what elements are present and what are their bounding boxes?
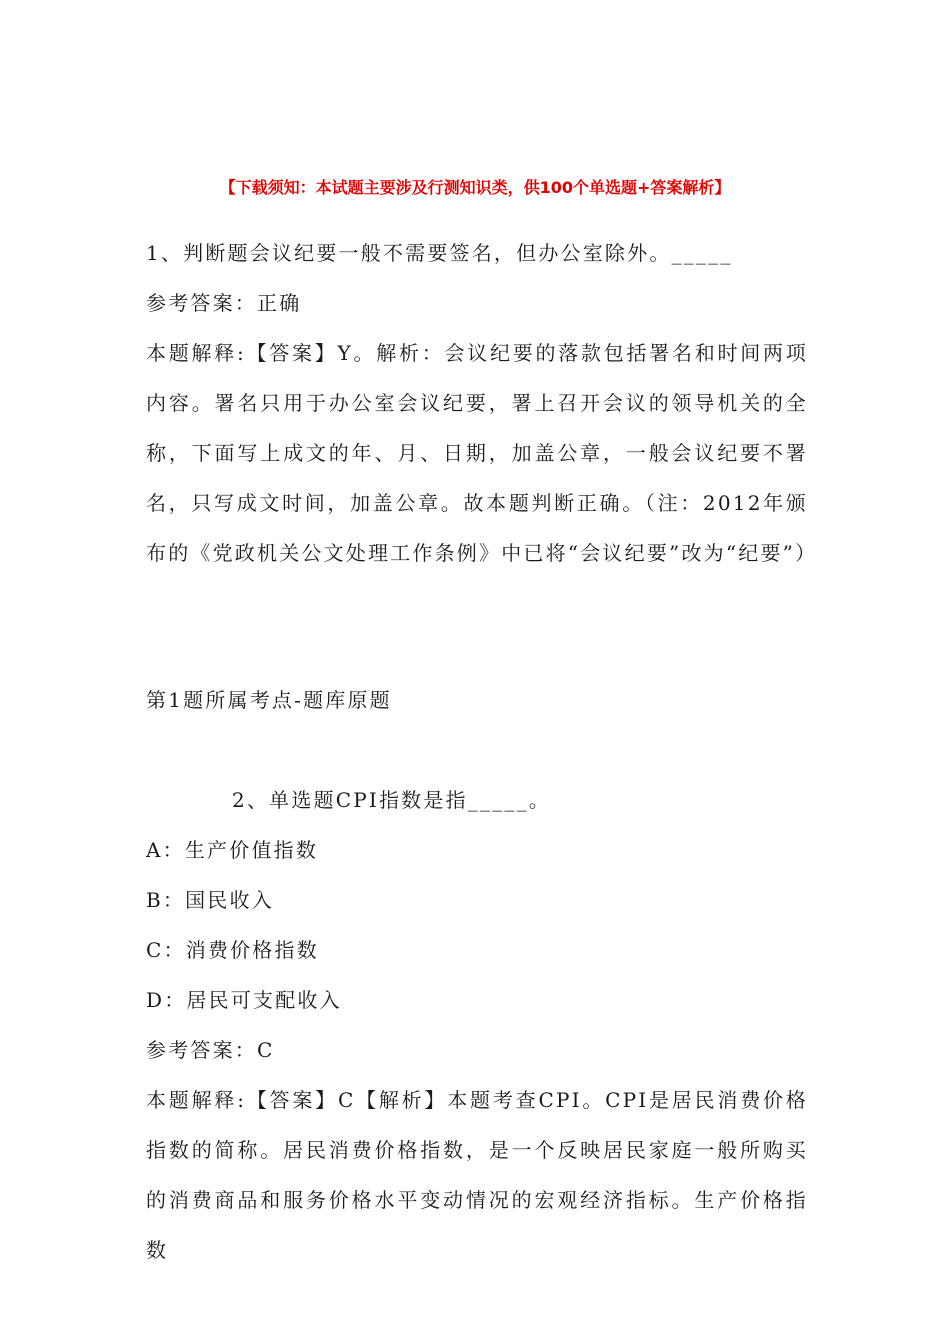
- question-1-answer: 参考答案：正确: [146, 291, 302, 315]
- question-2-explanation: 本题解释:【答案】C【解析】本题考查CPI。CPI是居民消费价格指数的简称。居民消费价格指数，是一个反映居民家庭一般所购买的消费商品和服务价格水平变动情况的宏观经济指标。生产价格指数: [146, 1088, 808, 1262]
- question-2-stem: 2、单选题CPI指数是指_____。: [232, 788, 551, 812]
- option-a: A：生产价值指数: [146, 838, 319, 862]
- question-2-answer: 参考答案：C: [146, 1038, 275, 1062]
- option-c: C：消费价格指数: [146, 938, 319, 962]
- option-d: D：居民可支配收入: [146, 988, 342, 1012]
- question-2-options: [146, 825, 808, 1025]
- question-1-exam-point: 第1题所属考点-题库原题: [146, 688, 392, 712]
- download-notice: 【下载须知：本试题主要涉及行测知识类，供100个单选题+答案解析】: [219, 178, 731, 197]
- question-1-stem: 1、判断题会议纪要一般不需要签名，但办公室除外。_____: [146, 241, 733, 265]
- question-1-explanation: 本题解释:【答案】Y。解析：会议纪要的落款包括署名和时间两项内容。署名只用于办公室会议纪要，署上召开会议的领导机关的全称，下面写上成文的年、月、日期，加盖公章，一般会议纪要不署名，只写成文时间，加盖公章。故本题判断正确。（注：2012年颁布的《党政机关公文处理工作条例》中已将“会议纪要”改为“纪要”）: [146, 341, 818, 565]
- option-b: B：国民收入: [146, 888, 274, 912]
